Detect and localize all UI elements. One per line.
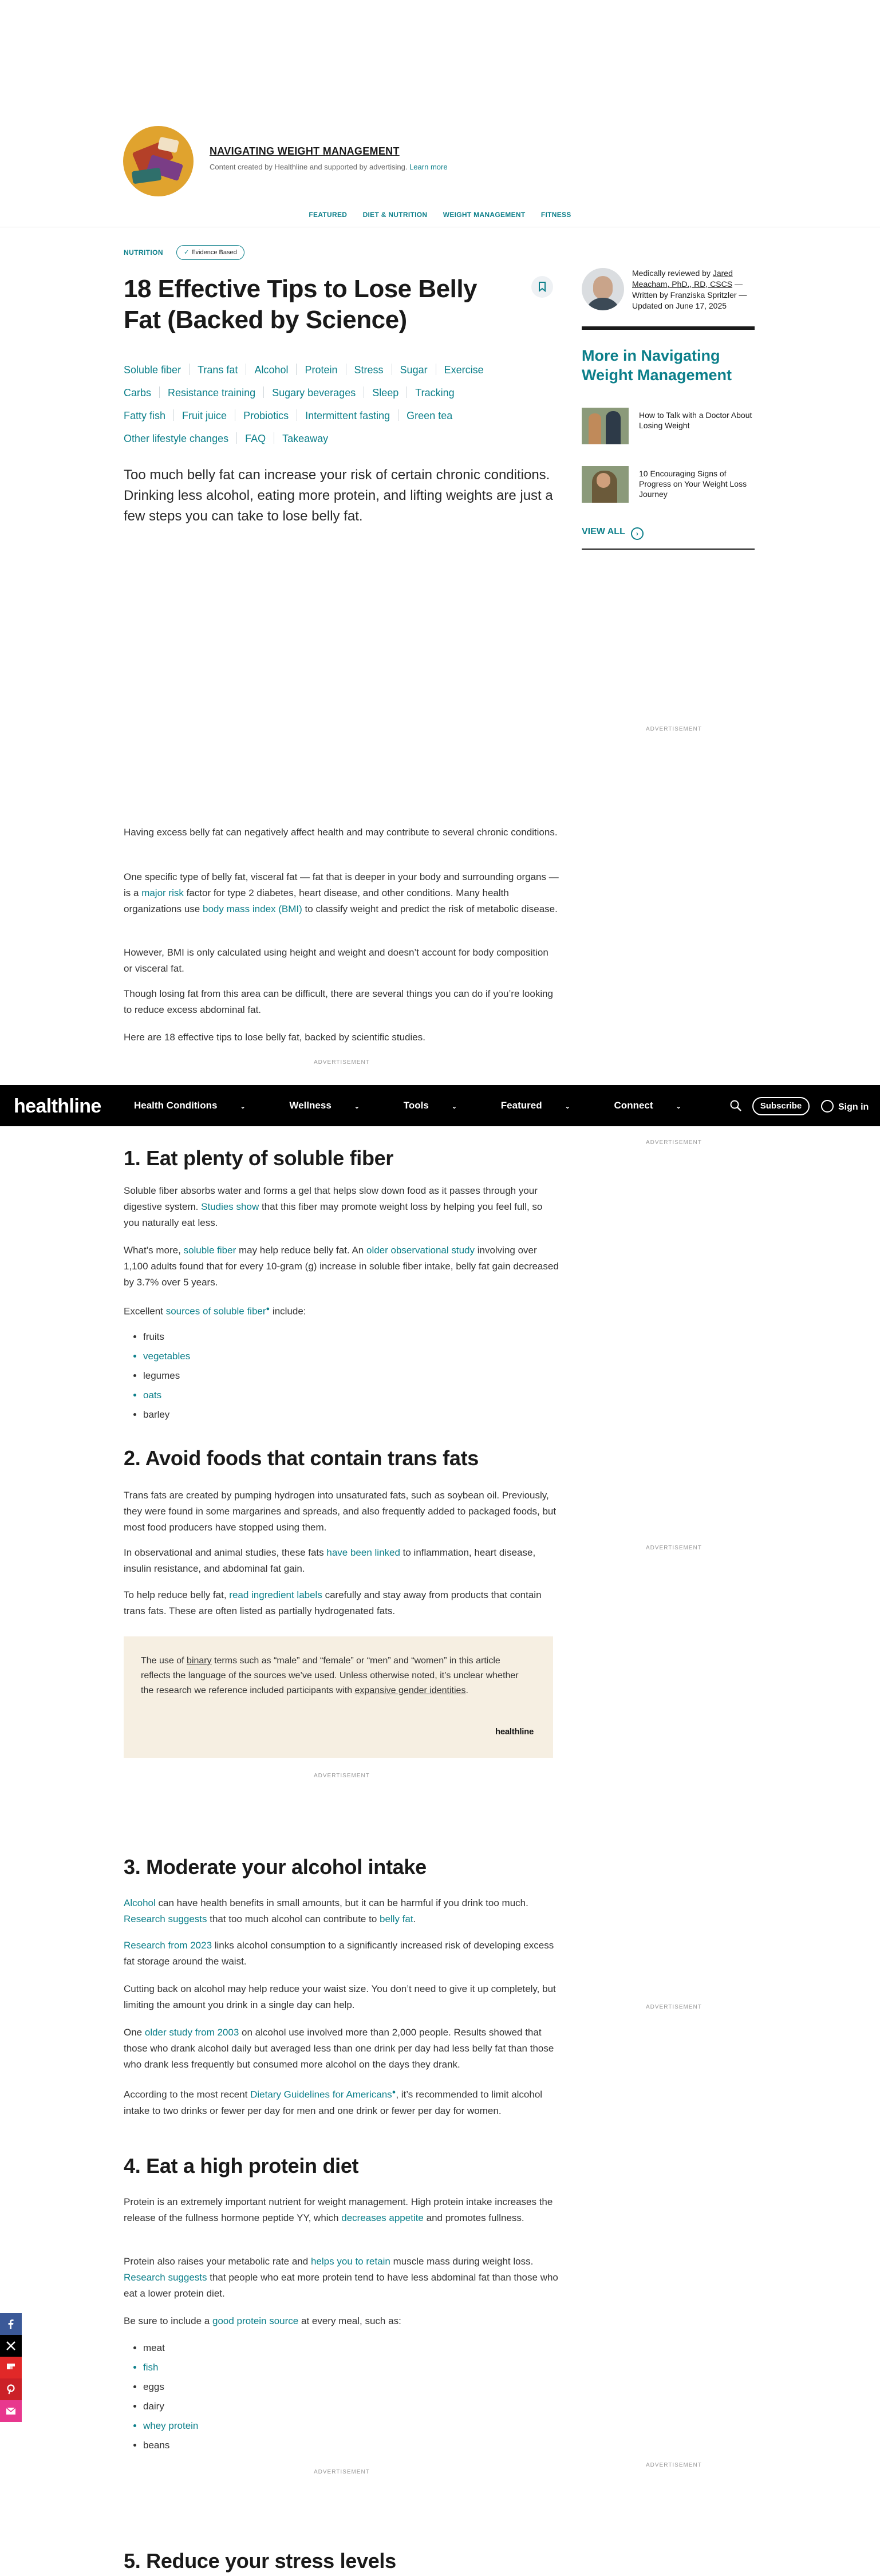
toc-link[interactable]: Trans fat (198, 364, 238, 376)
inline-link[interactable]: binary (187, 1656, 212, 1666)
list-item-link[interactable]: • oats (143, 1386, 360, 1405)
category-tag[interactable]: NUTRITION (124, 248, 163, 257)
email-icon (5, 2405, 17, 2417)
list-item: • dairy (143, 2397, 360, 2416)
section-heading: 5. Reduce your stress levels (124, 2549, 396, 2573)
share-email-button[interactable] (0, 2400, 22, 2422)
inline-link[interactable]: belly fat (380, 1914, 413, 1924)
language-note: The use of binary terms such as “male” and “female” or “men” and “women” in this article reflects the language of the sources we’ve used. Unless otherwise noted, it’s unclear whether the research we reference included participants with expansive gender identities. healthline (124, 1636, 553, 1758)
evidence-badge[interactable]: ✓ Evidence Based (176, 245, 244, 260)
inline-link[interactable]: older observational study (366, 1245, 475, 1256)
ad-label: ADVERTISEMENT (646, 2462, 702, 2468)
paragraph: Be sure to include a good protein source at every meal, such as: (124, 2315, 401, 2326)
paragraph: Protein is an extremely important nutrient for weight management. High protein intake increases the release of the fullness hormone peptide YY, which decreases appetite and promotes fullness. (124, 2196, 553, 2223)
share-flipboard-button[interactable] (0, 2357, 22, 2378)
inline-link[interactable]: older study from 2003 (144, 2027, 239, 2038)
main-nav (134, 1100, 723, 1111)
toc-link[interactable]: Soluble fiber (124, 364, 181, 376)
x-icon (5, 2340, 17, 2352)
sidebar-item[interactable]: 10 Encouraging Signs of Progress on Your Weight Loss Journey (582, 466, 755, 507)
paragraph: Soluble fiber absorbs water and forms a gel that helps slow down food as it passes through your digestive system. Studies show that this fiber may promote weight loss by helping you feel full, so you naturally eat less. (124, 1185, 543, 1228)
inline-link[interactable]: soluble fiber (183, 1245, 236, 1256)
divider (159, 386, 160, 398)
ad-label: ADVERTISEMENT (646, 1139, 702, 1146)
list-item-link[interactable]: • whey protein (143, 2416, 360, 2436)
sidebar-item[interactable]: How to Talk with a Doctor About Losing Weight (582, 408, 755, 449)
arrow-right-icon: › (631, 527, 644, 540)
divider (236, 432, 237, 444)
inline-link[interactable]: decreases appetite (341, 2212, 424, 2223)
external-link-icon: ● (266, 1305, 270, 1312)
user-icon (821, 1100, 834, 1113)
subnav-diet-nutrition[interactable]: DIET & NUTRITION (362, 211, 428, 219)
article-thumbnail (582, 408, 629, 444)
toc-link[interactable]: Sleep (372, 387, 399, 399)
nav-connect[interactable]: Connect ⌄ (614, 1100, 681, 1111)
paragraph: However, BMI is only calculated using height and weight and doesn’t account for body composition or visceral fat. (124, 947, 548, 974)
toc-link[interactable]: Stress (354, 364, 384, 376)
article-lede: Too much belly fat can increase your risk of certain chronic conditions. Drinking less alcohol, eating more protein, and lifting weights are just a few steps you can take to lose belly fat. (124, 467, 553, 524)
chevron-down-icon: ⌄ (354, 1103, 360, 1110)
subnav-fitness[interactable]: FITNESS (540, 211, 571, 219)
share-x-button[interactable] (0, 2335, 22, 2357)
toc-link[interactable]: Sugar (400, 364, 428, 376)
toc-link[interactable]: FAQ (245, 433, 266, 444)
paragraph: Trans fats are created by pumping hydrogen into unsaturated fats, such as soybean oil. Previously, they were found in some margarines and spreads, and also frequently added to packaged foods, but most food producers have stopped using them. (124, 1490, 557, 1533)
pinterest-icon (5, 2384, 17, 2395)
toc-link[interactable]: Other lifestyle changes (124, 433, 229, 444)
ad-label: ADVERTISEMENT (314, 1773, 370, 1779)
hub-subnav (0, 211, 880, 219)
healthline-logo[interactable]: healthline (14, 1095, 101, 1117)
inline-link[interactable]: Research from 2023 (124, 1940, 212, 1951)
divider (582, 549, 755, 550)
view-all-link[interactable]: VIEW ALL › (582, 527, 644, 540)
paragraph: One specific type of belly fat, visceral fat — fat that is deeper in your body and surrounding organs — is a major risk factor for type 2 diabetes, heart disease, and other conditions. Many health organizations use body mass index (BMI) to classify weight and predict the risk of metabolic disease. (124, 871, 559, 914)
subscribe-button[interactable]: Subscribe (752, 1097, 810, 1115)
chevron-down-icon: ⌄ (451, 1103, 457, 1110)
inline-link[interactable]: have been linked (326, 1547, 400, 1558)
learn-more-link[interactable]: Learn more (409, 163, 448, 171)
paragraph: Protein also raises your metabolic rate and helps you to retain muscle mass during weight loss. Research suggests that people who eat more protein tend to have less abdominal fat than those who eat a lower protein diet. (124, 2256, 558, 2299)
ad-label: ADVERTISEMENT (646, 726, 702, 732)
paragraph: Here are 18 effective tips to lose belly fat, backed by scientific studies. (124, 1032, 425, 1043)
share-pinterest-button[interactable] (0, 2378, 22, 2400)
toc-link[interactable]: Takeaway (282, 433, 329, 444)
inline-link[interactable]: sources of soluble fiber (165, 1305, 266, 1317)
hub-subtitle: Content created by Healthline and supported by advertising. Learn more (210, 163, 448, 171)
chevron-down-icon: ⌄ (240, 1103, 246, 1110)
inline-link[interactable]: Dietary Guidelines for Americans (250, 2089, 392, 2100)
protein-list (131, 2338, 360, 2455)
paragraph: Cutting back on alcohol may help reduce your waist size. You don’t need to give it up completely, but limiting the amount you drink in a single day can help. (124, 1983, 556, 2010)
list-item: • legumes (143, 1366, 360, 1386)
paragraph: One older study from 2003 on alcohol use involved more than 2,000 people. Results showed that those who drank alcohol daily but averaged less than one drink per day had less belly fat than those who drank less frequently but consumed more alcohol on the days they drank. (124, 2027, 554, 2070)
paragraph: Though losing fat from this area can be difficult, there are several things you can do if you’re looking to reduce excess abdominal fat. (124, 988, 554, 1015)
inline-link[interactable]: good protein source (212, 2315, 299, 2326)
list-item: • beans (143, 2436, 360, 2455)
flipboard-icon (5, 2362, 17, 2373)
external-link-icon: ● (392, 2089, 396, 2096)
page-title: 18 Effective Tips to Lose Belly Fat (Backed by Science) (124, 275, 478, 334)
chevron-down-icon: ⌄ (565, 1103, 570, 1110)
ad-label: ADVERTISEMENT (646, 2004, 702, 2010)
toc-link[interactable]: Green tea (407, 410, 453, 421)
reviewer-byline: Medically reviewed by Jared Meacham, PhD., RD, CSCS — Written by Franziska Spritzler — Updated on June 17, 2025 (632, 269, 747, 310)
nav-featured[interactable]: Featured ⌄ (500, 1100, 570, 1111)
list-item-link[interactable]: • fish (143, 2358, 360, 2377)
divider (189, 364, 190, 375)
nav-health-conditions[interactable]: Health Conditions ⌄ (134, 1100, 246, 1111)
toc-link[interactable]: Carbs (124, 387, 152, 399)
inline-link[interactable]: Alcohol (124, 1898, 156, 1908)
list-item: • eggs (143, 2377, 360, 2397)
chevron-down-icon: ⌄ (676, 1103, 681, 1110)
divider (296, 364, 297, 375)
share-facebook-button[interactable] (0, 2313, 22, 2335)
inline-link[interactable]: major risk (141, 887, 184, 898)
toc-link[interactable]: Alcohol (254, 364, 289, 376)
hub-title[interactable]: NAVIGATING WEIGHT MANAGEMENT (210, 145, 400, 157)
ad-label: ADVERTISEMENT (314, 2469, 370, 2475)
ad-label: ADVERTISEMENT (314, 1059, 370, 1066)
toc-link[interactable]: Fruit juice (182, 410, 227, 421)
bookmark-icon (538, 282, 546, 292)
paragraph: Having excess belly fat can negatively affect health and may contribute to several chronic conditions. (124, 827, 558, 838)
section-heading: 3. Moderate your alcohol intake (124, 1855, 427, 1879)
toc-link[interactable]: Exercise (444, 364, 484, 376)
inline-link[interactable]: Research suggests (124, 1914, 207, 1924)
list-item-link[interactable]: • vegetables (143, 1347, 360, 1366)
healthline-signature: healthline (495, 1727, 534, 1737)
list-item: • barley (143, 1405, 360, 1425)
facebook-icon (5, 2318, 17, 2330)
toc-link[interactable]: Resistance training (168, 387, 256, 399)
inline-link[interactable]: helps you to retain (310, 2256, 390, 2267)
ad-label: ADVERTISEMENT (646, 1545, 702, 1551)
paragraph: In observational and animal studies, these fats have been linked to inflammation, heart disease, insulin resistance, and abdominal fat gain. (124, 1547, 536, 1574)
divider (173, 409, 174, 421)
fiber-list (131, 1327, 360, 1425)
divider (582, 326, 755, 330)
sidebar-heading: More in Navigating Weight Management (582, 347, 732, 384)
hub-logo[interactable] (123, 126, 194, 196)
inline-link[interactable]: Research suggests (124, 2272, 207, 2283)
reviewer-link[interactable]: Jared Meacham, PhD., RD, CSCS (632, 269, 733, 289)
article-thumbnail (582, 466, 629, 503)
sign-in-button[interactable]: Sign in (821, 1100, 869, 1113)
toc-link[interactable]: Intermittent fasting (305, 410, 390, 421)
bookmark-button[interactable] (531, 276, 553, 298)
subnav-weight-management[interactable]: WEIGHT MANAGEMENT (443, 211, 526, 219)
section-heading: 4. Eat a high protein diet (124, 2154, 359, 2177)
toc-link[interactable]: Protein (305, 364, 338, 376)
paragraph: What’s more, soluble fiber may help reduce belly fat. An older observational study involving over 1,100 adults found that for every 10-gram (g) increase in soluble fiber intake, belly fat gain decreased by 3.7% over 5 years. (124, 1245, 559, 1288)
nav-wellness[interactable]: Wellness ⌄ (289, 1100, 360, 1111)
list-item: • fruits (143, 1327, 360, 1347)
inline-link[interactable]: read ingredient labels (229, 1589, 322, 1600)
divider (263, 386, 264, 398)
table-of-contents (124, 358, 536, 450)
paragraph: Alcohol can have health benefits in small amounts, but it can be harmful if you drink too much. Research suggests that too much alcohol can contribute to belly fat. (124, 1898, 528, 1924)
check-icon: ✓ (184, 249, 190, 256)
section-heading: 2. Avoid foods that contain trans fats (124, 1446, 479, 1470)
subnav-featured[interactable]: FEATURED (309, 211, 348, 219)
section-heading: 1. Eat plenty of soluble fiber (124, 1146, 394, 1170)
toc-link[interactable]: Tracking (415, 387, 455, 399)
nav-tools[interactable]: Tools ⌄ (403, 1100, 457, 1111)
list-item: • meat (143, 2338, 360, 2358)
paragraph: To help reduce belly fat, read ingredient labels carefully and stay away from products that contain trans fats. These are often listed as partially hydrogenated fats. (124, 1589, 542, 1616)
inline-link[interactable]: Studies show (201, 1201, 259, 1212)
paragraph: Excellent sources of soluble fiber● include: (124, 1305, 306, 1317)
inline-link[interactable]: expansive gender identities (354, 1686, 466, 1695)
inline-link[interactable]: body mass index (BMI) (202, 904, 302, 914)
paragraph: According to the most recent Dietary Guidelines for Americans●, it’s recommended to limit alcohol intake to two drinks or fewer per day for men and one drink or fewer per day for women. (124, 2089, 543, 2116)
toc-link[interactable]: Sugary beverages (272, 387, 356, 399)
search-icon[interactable] (729, 1099, 742, 1112)
toc-link[interactable]: Fatty fish (124, 410, 166, 421)
toc-link[interactable]: Probiotics (243, 410, 289, 421)
paragraph: Research from 2023 links alcohol consumption to a significantly increased risk of developing excess fat storage around the waist. (124, 1940, 554, 1967)
reviewer-avatar (582, 268, 624, 310)
